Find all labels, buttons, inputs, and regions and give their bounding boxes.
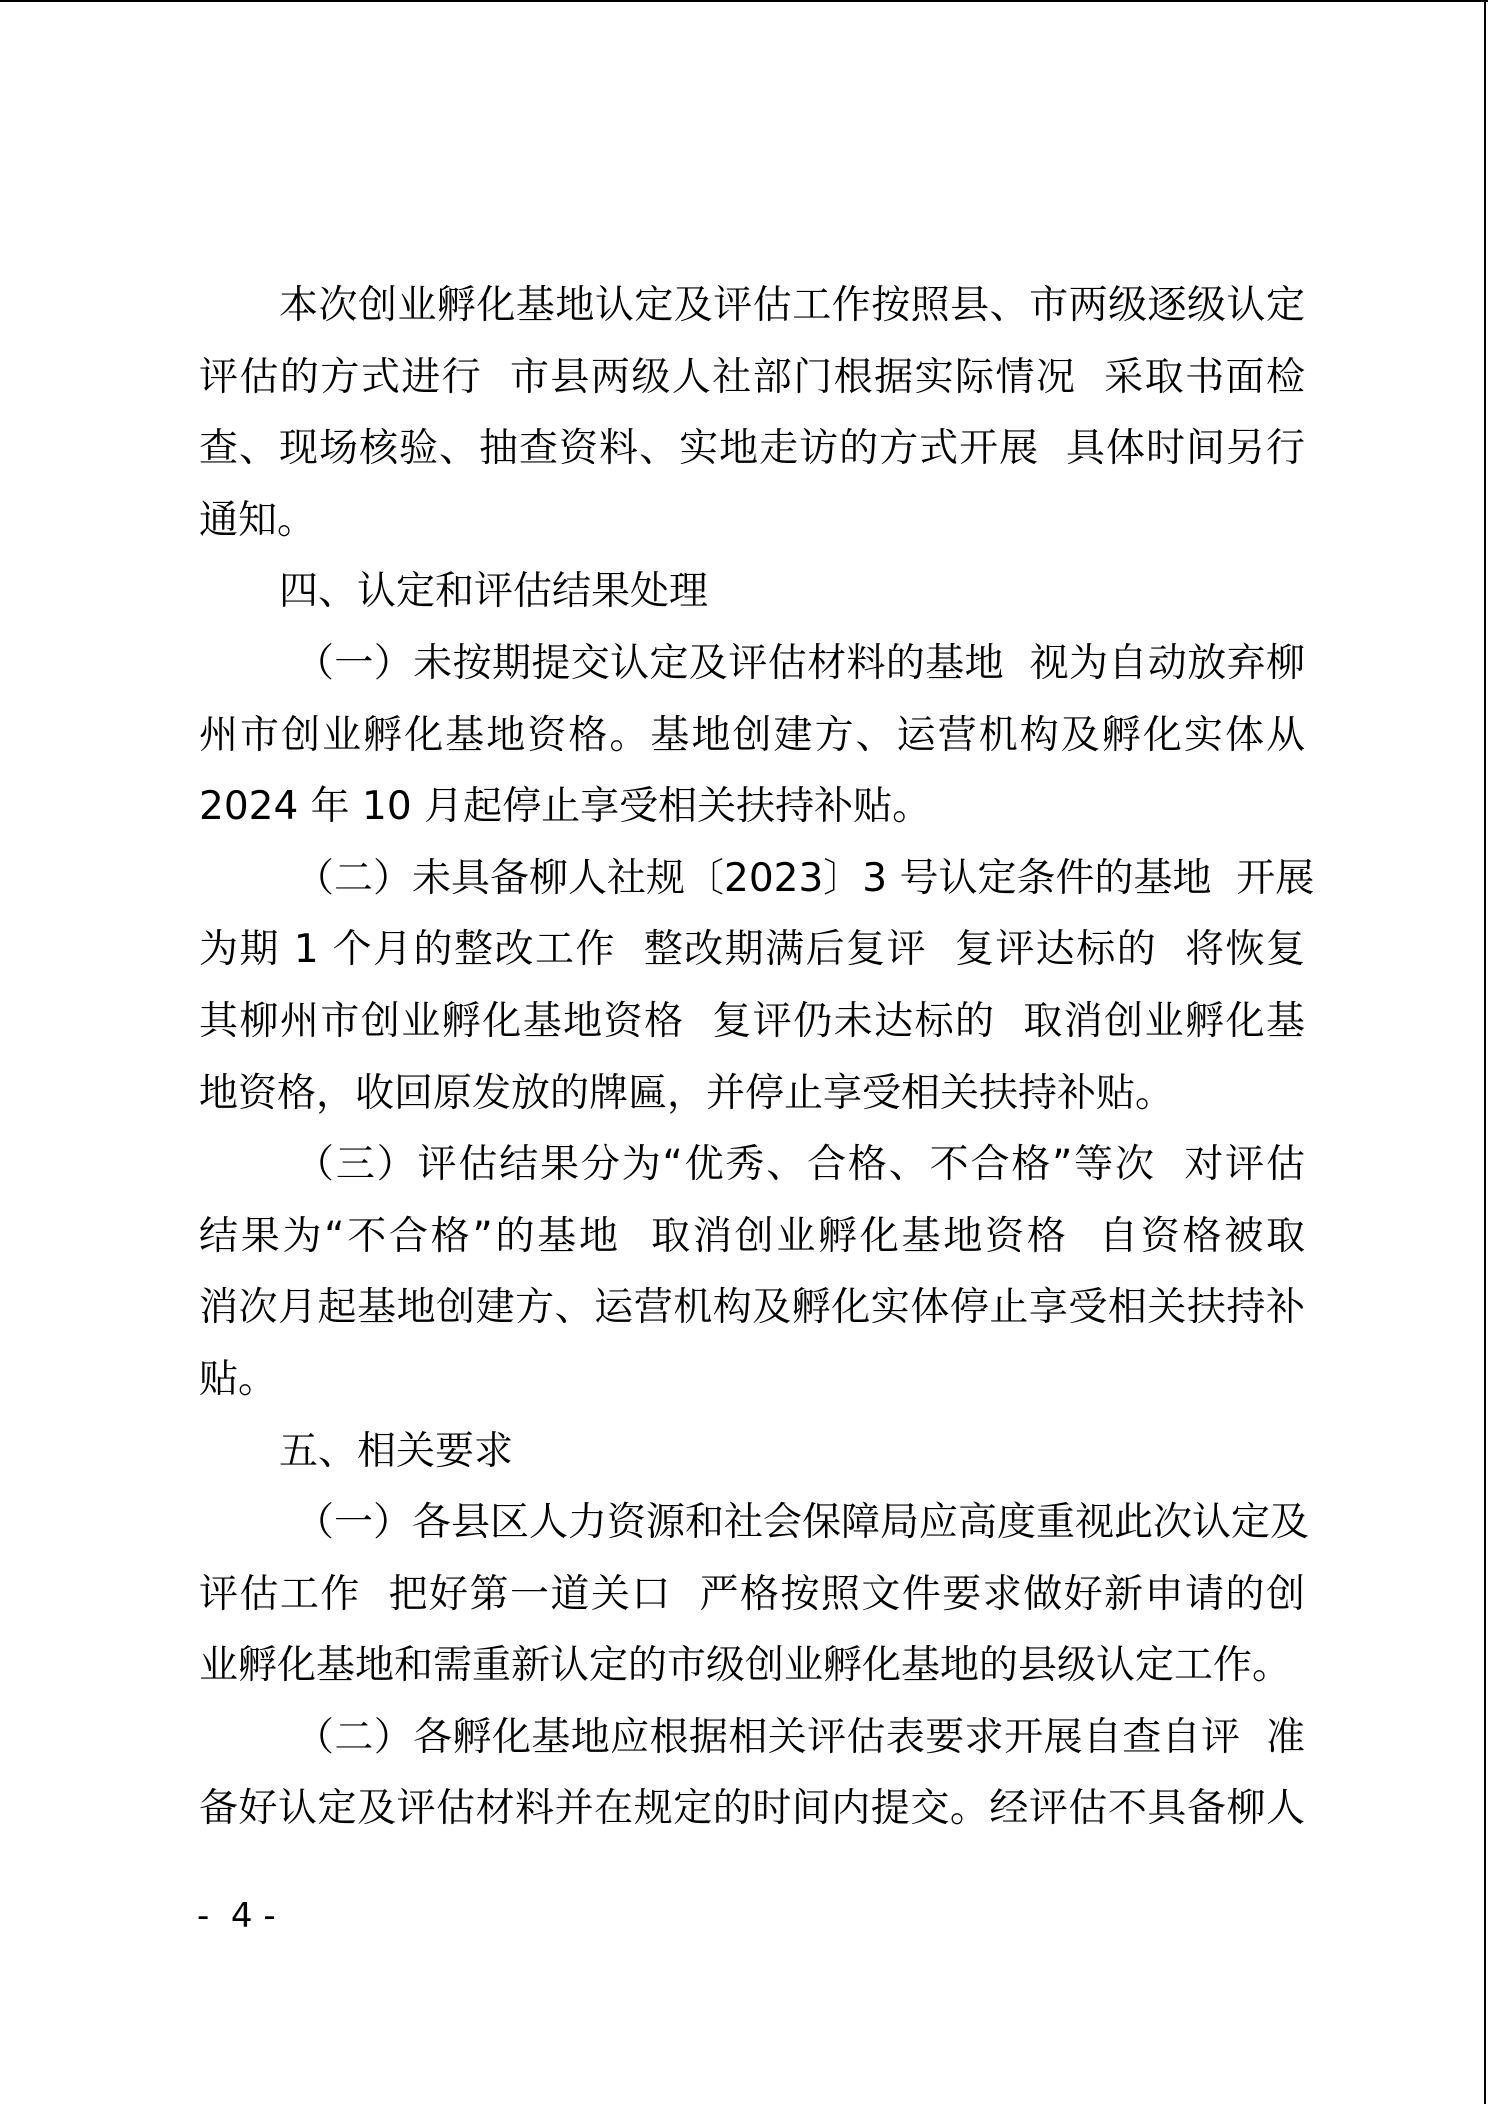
text-line: 评估工作 把好第一道关口 严格按照文件要求做好新申请的创 <box>199 1571 1305 1617</box>
text-line: 本次创业孵化基地认定及评估工作按照县、市两级逐级认定 <box>279 283 1305 328</box>
text-line: 地资格，收回原发放的牌匾，并停止享受相关扶持补贴。 <box>199 1070 1175 1116</box>
text-line: 五、相关要求 <box>279 1428 514 1474</box>
paragraph <box>199 640 1305 855</box>
text-line: 业孵化基地和需重新认定的市级创业孵化基地的县级认定工作。 <box>199 1643 1292 1689</box>
section-heading <box>199 568 1305 640</box>
paragraph <box>199 282 1305 568</box>
text-line: 四、认定和评估结果处理 <box>279 569 709 615</box>
text-line: （二）各孵化基地应根据相关评估表要求开展自查自评 准 <box>295 1714 1305 1760</box>
right-border <box>1484 0 1486 2104</box>
text-line: （三）评估结果分为“优秀、合格、不合格”等次 对评估 <box>295 1142 1305 1188</box>
text-line: 2024 年 10 月起停止享受相关扶持补贴。 <box>199 784 932 830</box>
text-line: 结果为“不合格”的基地 取消创业孵化基地资格 自资格被取 <box>199 1213 1305 1259</box>
section-heading <box>199 1428 1305 1500</box>
text-line: 查、现场核验、抽查资料、实地走访的方式开展 具体时间另行 <box>199 426 1305 472</box>
text-line: 其柳州市创业孵化基地资格 复评仍未达标的 取消创业孵化基 <box>199 998 1305 1044</box>
document-body <box>199 282 1315 1857</box>
top-border <box>0 0 1488 2</box>
paragraph <box>199 1141 1305 1427</box>
text-line: （二）未具备柳人社规〔2023〕3 号认定条件的基地 开展 <box>295 855 1315 901</box>
text-line: 贴。 <box>199 1356 278 1402</box>
text-line: 州市创业孵化基地资格。基地创建方、运营机构及孵化实体从 <box>199 712 1305 758</box>
text-line: （一）各县区人力资源和社会保障局应高度重视此次认定及 <box>295 1500 1310 1546</box>
page-number: - 4 - <box>197 1896 276 1936</box>
paragraph <box>199 1714 1305 1857</box>
text-line: 消次月起基地创建方、运营机构及孵化实体停止享受相关扶持补 <box>199 1285 1305 1331</box>
paragraph <box>199 1499 1310 1714</box>
paragraph <box>199 855 1315 1141</box>
text-line: 通知。 <box>199 497 317 543</box>
text-line: 评估的方式进行 市县两级人社部门根据实际情况 采取书面检 <box>199 354 1305 400</box>
text-line: 备好认定及评估材料并在规定的时间内提交。经评估不具备柳人 <box>199 1786 1305 1832</box>
text-line: 为期 1 个月的整改工作 整改期满后复评 复评达标的 将恢复 <box>199 927 1305 973</box>
text-line: （一）未按期提交认定及评估材料的基地 视为自动放弃柳 <box>295 640 1305 686</box>
